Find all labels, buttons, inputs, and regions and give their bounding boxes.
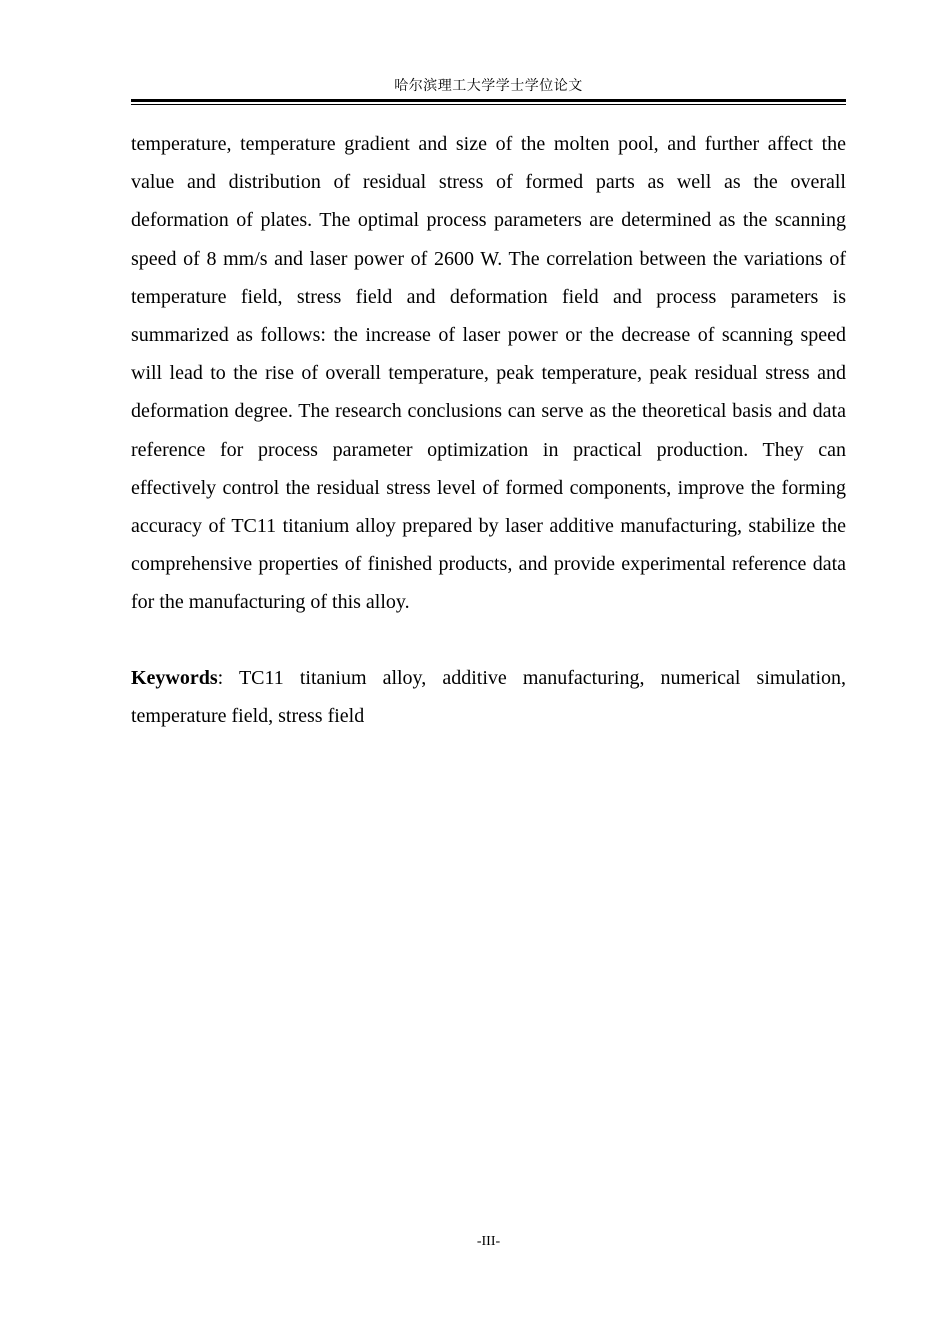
abstract-paragraph: temperature, temperature gradient and size of the molten pool, and further affect the value and distribution of residual stress of formed parts as well as the overall deformation of plates. The optimal process parameters are determined as the scanning speed of 8 mm/s and laser power of 2600 W. The correlation between the variations of temperature field, stress field and deformation field and process parameters is summarized as follows: the increase of laser power or the decrease of scanning speed will lead to the rise of overall temperature, peak temperature, peak residual stress and deformation degree. The research conclusions can serve as the theoretical basis and data reference for process parameter optimization in practical production. They can effectively control the residual stress level of formed components, improve the forming accuracy of TC11 titanium alloy prepared by laser additive manufacturing, stabilize the comprehensive properties of finished products, and provide experimental reference data for the manufacturing of this alloy. bbox=[131, 133, 846, 614]
keywords-label: Keywords bbox=[131, 667, 218, 689]
keywords-text: TC11 titanium alloy, additive manufacturing, numerical simulation, temperature field, stress field bbox=[131, 667, 846, 728]
header-rule-thick bbox=[131, 99, 846, 102]
running-header: 哈尔滨理工大学学士学位论文 bbox=[394, 78, 583, 94]
abstract-body bbox=[131, 125, 846, 622]
header-rule-thin bbox=[131, 104, 846, 105]
keywords-separator: : bbox=[217, 667, 239, 689]
keywords-line bbox=[131, 659, 846, 735]
page-number: -III- bbox=[476, 1234, 501, 1249]
